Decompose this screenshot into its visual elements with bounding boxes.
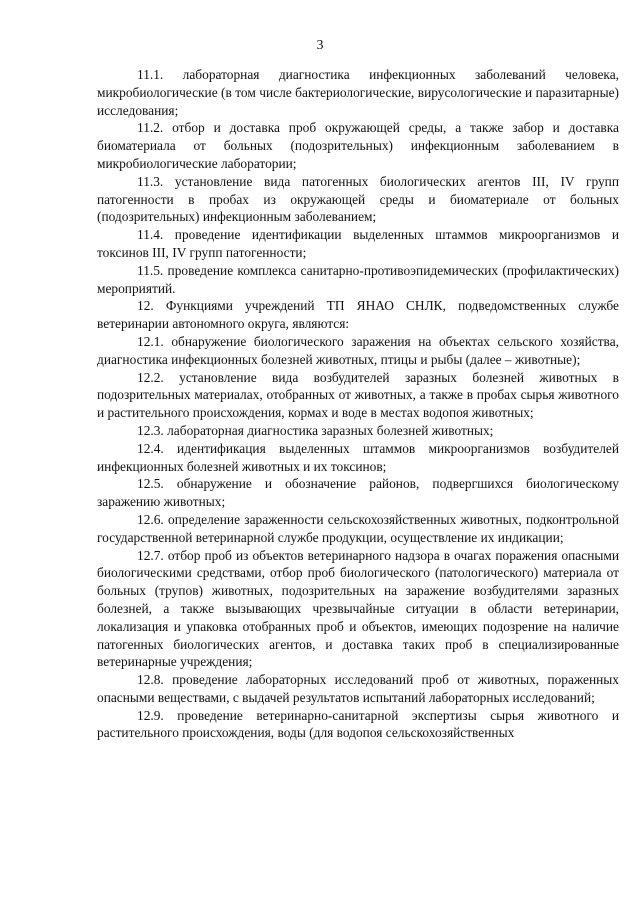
paragraph-11-1: 11.1. лабораторная диагностика инфекционных заболеваний человека, микробиологические (в том числе бактериологические, вирусологические и паразитарные) исследования; bbox=[97, 67, 619, 118]
paragraph-11-5: 11.5. проведение комплекса санитарно-противоэпидемических (профилактических) мероприятий. bbox=[97, 262, 619, 296]
document-body bbox=[97, 66, 619, 742]
paragraph-12-8: 12.8. проведение лабораторных исследований проб от животных, пораженных опасными веществами, с выдачей результатов испытаний лабораторных исследований; bbox=[97, 672, 619, 705]
paragraph-12-9: 12.9. проведение ветеринарно-санитарной экспертизы сырья животного и растительного происхождения, воды (для водопоя сельскохозяйственных bbox=[97, 707, 619, 741]
paragraph-11-4: 11.4. проведение идентификации выделенных штаммов микроорганизмов и токсинов III, IV групп патогенности; bbox=[97, 227, 619, 260]
paragraph-11-3: 11.3. установление вида патогенных биологических агентов III, IV групп патогенности в пробах из окружающей среды и биоматериале от больных (подозрительных) инфекционным заболеванием; bbox=[97, 173, 619, 225]
page-number: 3 bbox=[316, 38, 324, 53]
paragraph-11-2: 11.2. отбор и доставка проб окружающей среды, а также забор и доставка биоматериала от больных (подозрительных) инфекционным заболеванием в микробиологические лаборатории; bbox=[97, 120, 619, 171]
paragraph-12-4: 12.4. идентификация выделенных штаммов микроорганизмов возбудителей инфекционных болезней животных и их токсинов; bbox=[97, 440, 619, 474]
paragraph-12-6: 12.6. определение зараженности сельскохозяйственных животных, подконтрольной государственной ветеринарной службе продукции, осуществление их индикации; bbox=[97, 511, 619, 545]
paragraph-12: 12. Функциями учреждений ТП ЯНАО СНЛК, подведомственных службе ветеринарии автономного округа, являются: bbox=[97, 298, 619, 332]
paragraph-12-5: 12.5. обнаружение и обозначение районов, подвергшихся биологическому заражению животных; bbox=[97, 476, 619, 510]
paragraph-12-2: 12.2. установление вида возбудителей заразных болезней животных в подозрительных материалах, отобранных от животных, а также в пробах сырья животного и растительного происхождения, кормах и воде в местах водопоя животных; bbox=[97, 369, 619, 421]
paragraph-12-7: 12.7. отбор проб из объектов ветеринарного надзора в очагах поражения опасными биологическими средствами, отбор проб биологического (патологического) материала от больных (трупов) животных, подозрительных на заражение возбудителями заразных болезней, а также вызывающих чрезвычайные ситуации в области ветеринарии, локализация и упаковка отобранных проб и объектов, имеющих подозрение на наличие патогенных биологических агентов, и доставка таких проб в специализированные ветеринарные учреждения; bbox=[97, 547, 619, 670]
paragraph-12-3: 12.3. лабораторная диагностика заразных болезней животных; bbox=[137, 422, 494, 438]
paragraph-12-1: 12.1. обнаружение биологического заражения на объектах сельского хозяйства, диагностика инфекционных болезней животных, птицы и рыбы (далее – животные); bbox=[97, 333, 619, 367]
